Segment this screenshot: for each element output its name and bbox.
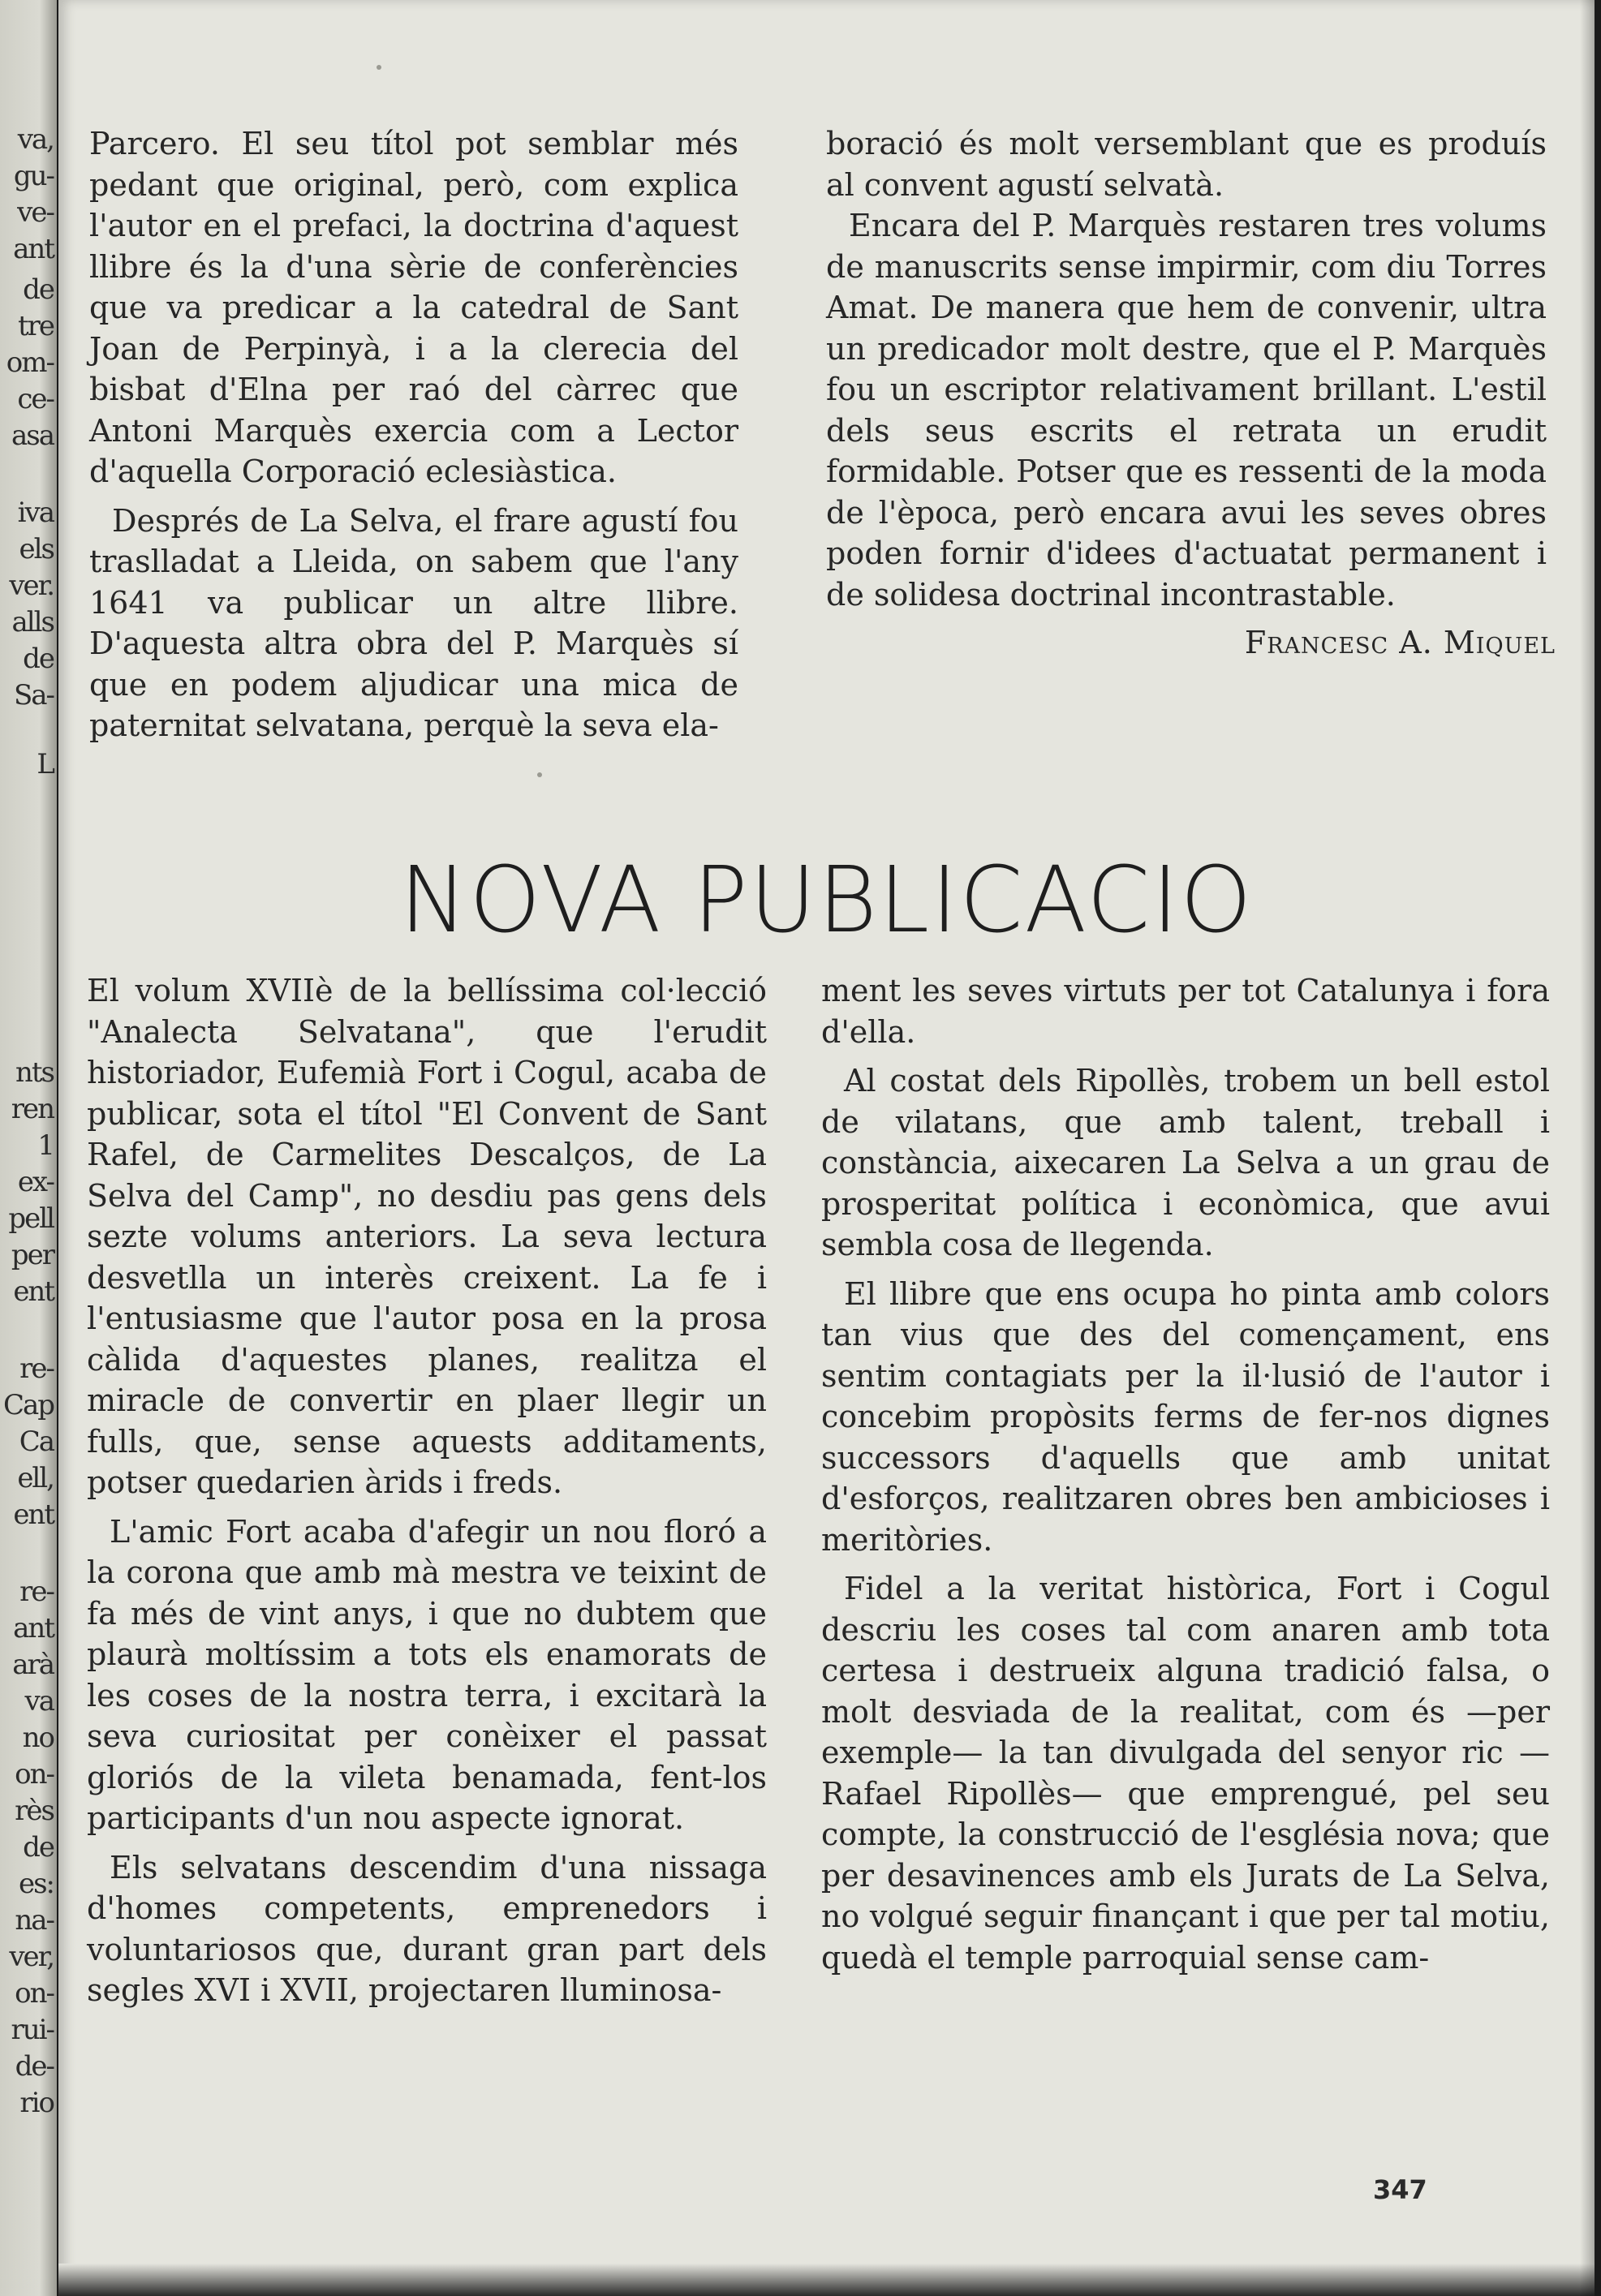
- adjacent-page-text-fragment: L: [37, 748, 54, 780]
- adjacent-page-text-fragment: ant: [13, 233, 54, 265]
- adjacent-page-text-fragment: de-: [15, 2050, 54, 2083]
- adjacent-page-text-fragment: Ca: [19, 1425, 54, 1458]
- paragraph: Després de La Selva, el frare agustí fou traslladat a Lleida, on sabem que l'any 1641 va publicar un altre llibre. D'aquesta altra obra del P. Marquès sí que en podem aljudicar una mica de paternitat selvatana, perquè la seva ela-: [89, 502, 738, 743]
- adjacent-page-text-fragment: de: [23, 273, 54, 306]
- top-article-left-column: [89, 123, 738, 746]
- magazine-page: [58, 0, 1595, 2296]
- paragraph: Fidel a la veritat històrica, Fort i Cogul descriu les coses tal com anaren amb tota certesa i destrueix alguna tradició falsa, o molt desviada de la realitat, com és —per exemple— la tan divulgada del senyor ric —Rafael Ripollès— que emprengué, pel seu compte, la construcció de l'església nova; que per desavinences amb els Jurats de La Selva, no volgué seguir finançant i que per tal motiu, quedà el temple parroquial sense cam-: [821, 1571, 1550, 1976]
- adjacent-page-text-fragment: ce-: [17, 383, 54, 415]
- adjacent-page-text-fragment: per: [11, 1239, 54, 1271]
- adjacent-page-text-fragment: ex-: [17, 1166, 54, 1198]
- bottom-article-left-column: [87, 970, 767, 2011]
- adjacent-page-text-fragment: tre: [17, 310, 54, 342]
- adjacent-page-text-fragment: Sa-: [13, 679, 54, 712]
- adjacent-page-text-fragment: on-: [15, 1977, 54, 2010]
- adjacent-page-text-fragment: re-: [19, 1576, 54, 1608]
- adjacent-page-text-fragment: 1: [37, 1129, 54, 1162]
- adjacent-page-text-fragment: ren: [11, 1093, 54, 1125]
- author-signature: Francesc A. Miquel: [1244, 625, 1556, 660]
- paragraph: Al costat dels Ripollès, trobem un bell estol de vilatans, que amb talent, treball i constància, aixecaren La Selva a un grau de prosperitat política i econòmica, que avui sembla cosa de llegenda.: [821, 1063, 1550, 1262]
- adjacent-page-text-fragment: ant: [13, 1612, 54, 1645]
- page-bottom-shadow: [58, 2264, 1595, 2296]
- adjacent-page-text-fragment: es:: [18, 1868, 54, 1900]
- adjacent-page-text-fragment: ent: [13, 1275, 54, 1308]
- adjacent-page-text-fragment: rès: [15, 1795, 54, 1827]
- adjacent-page-text-fragment: re-: [19, 1352, 54, 1385]
- paragraph: Els selvatans descendim d'una nissaga d'homes competents, emprenedors i voluntariosos que, durant gran part dels segles XVI i XVII, projectaren lluminosa-: [87, 1849, 767, 2008]
- adjacent-page-text-fragment: alls: [11, 606, 54, 638]
- adjacent-page-text-fragment: els: [19, 533, 54, 565]
- adjacent-page-text-fragment: arà: [12, 1649, 54, 1681]
- paragraph: Parcero. El seu títol pot semblar més pedant que original, però, com explica l'autor en el prefaci, la doctrina d'aquest llibre és la d'una sèrie de conferències que va predicar a la catedral de Sant Joan de Perpinyà, i a la clerecia del bisbat d'Elna per raó del càrrec que Antoni Marquès exercia com a Lector d'aquella Corporació eclesiàstica.: [89, 126, 738, 489]
- adjacent-page-text-fragment: ver,: [9, 1941, 54, 1973]
- page-right-shadow: [1580, 0, 1595, 2296]
- adjacent-page-text-fragment: de: [23, 643, 54, 675]
- adjacent-page-text-fragment: rio: [19, 2087, 54, 2119]
- adjacent-page-text-fragment: va,: [17, 123, 54, 156]
- paragraph: El llibre que ens ocupa ho pinta amb colors tan vius que des del començament, ens sentim contagiats per la il·lusió de l'autor i concebim propòsits ferms de fer-nos dignes successors d'aquells que amb unitat d'esforços, realitzaren obres ben ambicioses i meritòries.: [821, 1275, 1550, 1558]
- article-headline: NOVA PUBLICACIO: [399, 848, 1254, 953]
- adjacent-page-text-fragment: ve-: [17, 196, 54, 229]
- adjacent-page-text-fragment: on-: [15, 1758, 54, 1791]
- adjacent-page-text-fragment: iva: [17, 497, 54, 529]
- adjacent-page-text-fragment: va: [24, 1685, 54, 1718]
- adjacent-page-text-fragment: om-: [6, 346, 54, 379]
- adjacent-page-text-fragment: na-: [15, 1904, 54, 1937]
- adjacent-page-text-fragment: rui-: [11, 2014, 54, 2046]
- paragraph: El volum XVIIè de la bellíssima col·lecció "Analecta Selvatana", que l'erudit historiador, Eufemià Fort i Cogul, acaba de publicar, sota el títol "El Convent de Sant Rafel, de Carmelites Descalços, de La Selva del Camp", no desdiu pas gens dels sezte volums anteriors. La seva lectura desvetlla un interès creixent. La fe i l'entusiasme que l'autor posa en la prosa càlida d'aquestes planes, realitza el miracle de convertir en plaer llegir un fulls, que, sense aquests additaments, potser quedarien àrids i freds.: [87, 973, 767, 1500]
- bottom-article-right-column: [821, 970, 1550, 1978]
- print-speck: [377, 65, 381, 70]
- adjacent-page-text-fragment: nts: [15, 1056, 54, 1089]
- adjacent-page-text-fragment: ver.: [9, 570, 54, 602]
- adjacent-page-text-fragment: pell: [8, 1202, 54, 1235]
- adjacent-page-text-fragment: asa: [11, 419, 54, 452]
- adjacent-page-text-fragment: ell,: [17, 1462, 54, 1494]
- adjacent-page-text-fragment: gu-: [13, 160, 54, 192]
- print-speck: [537, 772, 542, 777]
- top-article-right-column: [826, 123, 1547, 615]
- adjacent-page-text-fragment: no: [22, 1722, 54, 1754]
- paragraph: L'amic Fort acaba d'afegir un nou floró a la corona que amb mà mestra ve teixint de fa més de vint anys, i que no dubtem que plaurà moltíssim a tots els enamorats de les coses de la nostra terra, i excitarà la seva curiositat per conèixer el passat gloriós de la vileta benamada, fent-los participants d'un nou aspecte ignorat.: [87, 1513, 767, 1836]
- adjacent-page-text-fragment: de: [23, 1831, 54, 1864]
- paragraph: Encara del P. Marquès restaren tres volums de manuscrits sense impirmir, com diu Torres Amat. De manera que hem de convenir, ultra un predicador molt destre, que el P. Marquès fou un escriptor relativament brillant. L'estil dels seus escrits el retrata un erudit formidable. Potser que es ressenti de la moda de l'època, però encara avui les seves obres poden fornir d'idees d'actuatat permanent i de solidesa doctrinal incontrastable.: [826, 208, 1547, 613]
- adjacent-page-edge: [0, 0, 57, 2296]
- paragraph: boració és molt versemblant que es produís al convent agustí selvatà.: [826, 126, 1547, 203]
- paragraph: ment les seves virtuts per tot Catalunya i fora d'ella.: [821, 973, 1550, 1050]
- adjacent-page-text-fragment: Cap: [2, 1389, 54, 1421]
- page-number: 347: [1373, 2174, 1427, 2205]
- adjacent-page-text-fragment: ent: [13, 1498, 54, 1531]
